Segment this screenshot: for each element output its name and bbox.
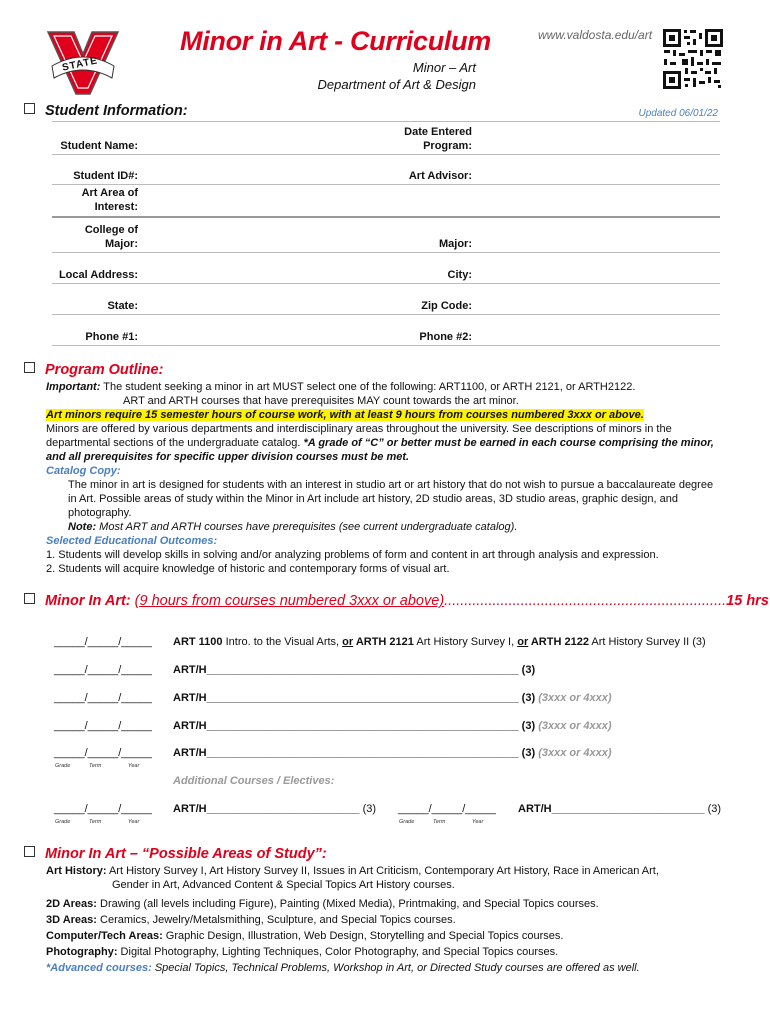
course-row-2: [173, 664, 535, 676]
course-arth2121-title: Art History Survey I,: [413, 636, 518, 648]
outcome-1: 1. Students will develop skills in solving and/or analyzing problems of form and content in art through analysis and expression.: [46, 549, 659, 561]
subtitle-department: Department of Art & Design: [317, 77, 476, 92]
advanced-label: *Advanced courses:: [46, 962, 152, 974]
logo-text: STATE: [61, 55, 100, 74]
or-1: or: [342, 636, 354, 648]
program-outline-title: Program Outline:: [45, 362, 164, 378]
upper-level-4: (3xxx or 4xxx): [538, 720, 612, 732]
d2-label: 2D Areas:: [46, 898, 97, 910]
minor-in-art-checkbox[interactable]: [24, 593, 35, 604]
course-arth2122-title: Art History Survey II (3): [588, 636, 706, 648]
areas-of-study-checkbox[interactable]: [24, 846, 35, 857]
phone1-label: Phone #1:: [85, 331, 138, 343]
program-outline-heading: [24, 362, 163, 378]
university-logo: [46, 30, 120, 96]
elective-line-2[interactable]: ART/H_________________________: [518, 803, 705, 815]
important-label: Important:: [46, 381, 101, 393]
important-text: The student seeking a minor in art MUST select one of the following: ART1100, or ARTH 2121, or ARTH2122.: [100, 381, 636, 393]
term-caption-5: Term: [89, 763, 102, 769]
updated-date: Updated 06/01/22: [638, 108, 718, 119]
minor-in-art-subtitle: (9 hours from courses numbered 3xxx or above): [134, 593, 445, 609]
advanced-line: [46, 961, 640, 976]
student-info-heading: [24, 103, 188, 119]
catalog-text-1: The minor in art is designed for students with an interest in studio art or art history that do not wish to pursue a baccalaureate degree: [68, 479, 714, 491]
year-caption-5: Year: [128, 763, 140, 769]
art-history-line: [46, 864, 659, 879]
elective-row-2: [518, 803, 721, 815]
art-area-label: Art Area of Interest:: [81, 187, 138, 213]
catalog-text-2: in Art. Possible areas of study within the Minor in Art include art history, 2D studio areas, 3D studio areas, graphic design, and: [68, 493, 679, 505]
important-line2: ART and ARTH courses that have prerequisites MAY count towards the art minor.: [123, 395, 519, 407]
page-title: Minor in Art - Curriculum: [180, 26, 491, 56]
d2-line: [46, 897, 599, 912]
minor-in-art-title: Minor In Art:: [45, 593, 131, 609]
grade-requirement: *A grade of “C” or better must be earned in each course comprising the minor,: [303, 437, 714, 449]
additional-courses-label: Additional Courses / Electives:: [173, 775, 335, 787]
local-address-label: Local Address:: [58, 269, 138, 281]
tech-label: Computer/Tech Areas:: [46, 930, 163, 942]
outcomes-label: Selected Educational Outcomes:: [46, 535, 218, 547]
credit-3: (3): [521, 692, 536, 704]
note-label: Note:: [68, 521, 97, 533]
grade-caption-6: Grade: [55, 819, 71, 825]
year-caption-6: Year: [128, 819, 140, 825]
grade-term-year-field-6[interactable]: _____/_____/_____: [54, 803, 152, 815]
art-history-label: Art History:: [46, 865, 107, 877]
tech-text: Graphic Design, Illustration, Web Design, Storytelling and Special Topics courses.: [162, 930, 564, 942]
grade-term-year-field-2[interactable]: _____/_____/_____: [54, 664, 152, 676]
minor-in-art-dots: ......................................................................: [444, 593, 727, 609]
credit-5: (3): [521, 747, 536, 759]
grade-term-year-field-5[interactable]: _____/_____/_____: [54, 747, 152, 759]
student-info-title: Student Information:: [45, 103, 188, 119]
d2-text: Drawing (all levels including Figure), Painting (Mixed Media), Printmaking, and Special Topics courses.: [96, 898, 599, 910]
art-history-line2: Gender in Art, Advanced Content & Special Topics Art History courses.: [112, 879, 455, 891]
course-arth2121: ARTH 2121: [353, 636, 414, 648]
elective-line-1[interactable]: ART/H_________________________: [173, 803, 360, 815]
state-label: State:: [107, 300, 138, 312]
advanced-text: Special Topics, Technical Problems, Workshop in Art, or Directed Study courses are offered as well.: [151, 962, 640, 974]
grade-term-year-field-1[interactable]: _____/_____/_____: [54, 636, 152, 648]
art-history-text: Art History Survey I, Art History Survey II, Issues in Art Criticism, Contemporary Art History, Race in American Art,: [106, 865, 659, 877]
course-art1100: ART 1100: [173, 636, 223, 648]
grade-term-year-field-4[interactable]: _____/_____/_____: [54, 720, 152, 732]
elective-credit-1: (3): [362, 803, 377, 815]
elective-credit-2: (3): [707, 803, 722, 815]
student-name-label: Student Name:: [60, 140, 138, 152]
qr-code[interactable]: [662, 28, 724, 90]
subtitle-minor: Minor – Art: [412, 60, 476, 75]
photo-line: [46, 945, 558, 960]
d3-line: [46, 913, 456, 928]
course-row-3: [173, 692, 612, 704]
requirement-highlight: [46, 408, 644, 423]
photo-text: Digital Photography, Lighting Techniques, Color Photography, and Special Topics courses.: [117, 946, 559, 958]
grade-term-year-field-3[interactable]: _____/_____/_____: [54, 692, 152, 704]
minors-text-1: Minors are offered by various departments and interdisciplinary areas throughout the university. See descriptions of minors in the: [46, 423, 672, 435]
term-caption-6: Term: [89, 819, 102, 825]
course-row-1: [173, 636, 706, 648]
upper-level-5: (3xxx or 4xxx): [538, 747, 612, 759]
grade-caption-7: Grade: [399, 819, 415, 825]
d3-label: 3D Areas:: [46, 914, 97, 926]
minors-text-2: [46, 436, 714, 451]
college-major-label: College of Major:: [84, 224, 138, 250]
course-art1100-title: Intro. to the Visual Arts,: [222, 636, 343, 648]
elective-row-1: [173, 803, 376, 815]
city-label: City:: [447, 269, 472, 281]
catalog-text-3: photography.: [68, 507, 132, 519]
course-line-2[interactable]: ART/H___________________________________________________: [173, 664, 519, 676]
date-entered-label: Date Entered Program:: [404, 126, 472, 152]
course-line-4[interactable]: ART/H___________________________________________________: [173, 720, 519, 732]
upper-level-3: (3xxx or 4xxx): [538, 692, 612, 704]
zip-label: Zip Code:: [421, 300, 472, 312]
course-arth2122: ARTH 2122: [528, 636, 589, 648]
requirement-highlight-text: Art minors require 15 semester hours of course work, with at least 9 hours from courses numbered 3xxx or above.: [46, 409, 644, 421]
areas-of-study-title: Minor In Art – “Possible Areas of Study”:: [45, 846, 327, 862]
minors-text-3: and all prerequisites for specific upper division courses must be met.: [46, 451, 410, 463]
photo-label: Photography:: [46, 946, 118, 958]
grade-caption-5: Grade: [55, 763, 71, 769]
areas-of-study-heading: [24, 846, 327, 862]
course-row-4: [173, 720, 612, 732]
course-line-5[interactable]: ART/H___________________________________________________: [173, 747, 519, 759]
program-outline-checkbox[interactable]: [24, 362, 35, 373]
credit-2: (3): [521, 664, 536, 676]
or-2: or: [517, 636, 529, 648]
minor-in-art-heading: [24, 593, 769, 609]
student-info-checkbox[interactable]: [24, 103, 35, 114]
course-row-5: [173, 747, 612, 759]
note-line: [68, 520, 517, 535]
minors-text-2a: departmental sections of the undergraduate catalog.: [46, 437, 304, 449]
student-id-label: Student ID#:: [73, 170, 138, 182]
phone2-label: Phone #2:: [419, 331, 472, 343]
year-caption-7: Year: [472, 819, 484, 825]
important-line: [46, 380, 635, 395]
tech-line: [46, 929, 563, 944]
note-text: Most ART and ARTH courses have prerequisites (see current undergraduate catalog).: [96, 521, 518, 533]
grade-term-year-field-7[interactable]: _____/_____/_____: [398, 803, 496, 815]
term-caption-7: Term: [433, 819, 446, 825]
course-line-3[interactable]: ART/H___________________________________________________: [173, 692, 519, 704]
d3-text: Ceramics, Jewelry/Metalsmithing, Sculpture, and Special Topics courses.: [96, 914, 456, 926]
minor-in-art-hours: 15 hrs: [726, 593, 769, 609]
outcome-2: 2. Students will acquire knowledge of historic and contemporary forms of visual art.: [46, 563, 450, 575]
major-label: Major:: [439, 238, 472, 250]
website-url[interactable]: www.valdosta.edu/art: [538, 28, 653, 42]
credit-4: (3): [521, 720, 536, 732]
catalog-copy-label: Catalog Copy:: [46, 465, 121, 477]
art-advisor-label: Art Advisor:: [408, 170, 472, 182]
